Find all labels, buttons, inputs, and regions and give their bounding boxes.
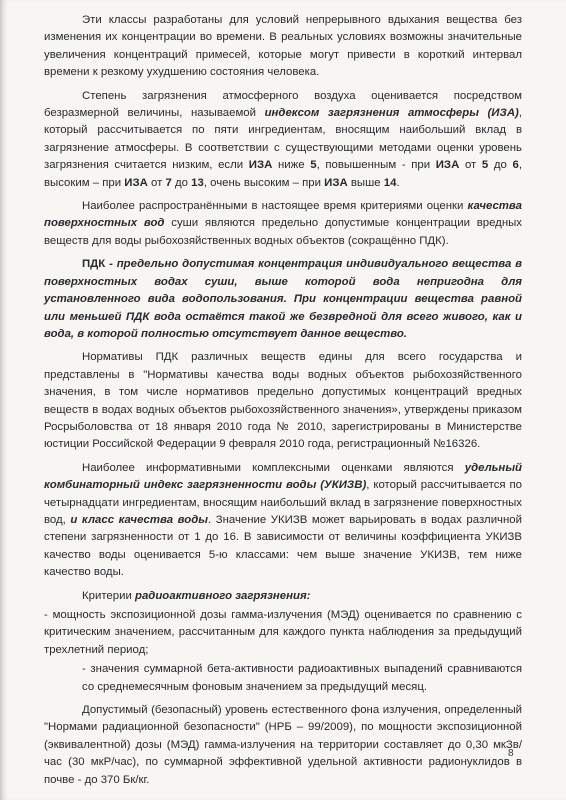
term: ИЗА: [124, 176, 148, 189]
term-quality-class: и класс качества воды: [70, 513, 208, 526]
value: 7: [165, 176, 172, 189]
value: 5: [310, 159, 317, 172]
text: , который рассчитывается по пяти ингредиентам, вносящим наибольший вклад в загрязнение атмосферы. В соответствии с существующими методами оценки уровень загрязнения считается низким, если: [44, 107, 523, 172]
paragraph-surface-water: [44, 198, 522, 250]
text: ниже: [272, 159, 311, 172]
text: до: [171, 176, 192, 189]
text: от: [147, 176, 166, 189]
term-pdk: ПДК: [82, 258, 106, 271]
term-iza: индексом загрязнения атмосферы (ИЗА): [264, 107, 519, 120]
paragraph-pdk-norms: Нормативы ПДК различных веществ едины для всего государства и представлены в "Нормативы качества воды водных объектов рыбохозяйственного значения, в том числе нормативов предельно допустимых концентраций вредных веществ в водах водных объектов рыбохозяйственного значения», утверждены приказом Росрыболовства от 18 января 2010 года № 2010, зарегистрированы в Министерстве юстиции Российской Федерации 9 февраля 2010 года, регистрационный №16326.: [44, 351, 522, 451]
text: Наиболее информативными комплексными оценками являются: [82, 461, 465, 474]
term: ИЗА: [435, 159, 460, 172]
text: . Значение УКИЗВ может варьировать в водах различной степени загрязненности от 1 до 16. В зависимости от величины коэффициента УКИЗВ качество воды оценивается 5-ю классами: чем выше значение УКИЗВ, тем ниже качество воды.: [44, 513, 522, 579]
paragraph-radio-criteria: [44, 588, 522, 605]
text: выше: [347, 176, 384, 189]
value: 13: [191, 176, 204, 189]
definition-pdk: - предельно допустимая концентрация индивидуального вещества в поверхностных водах суши, выше которой вода непригодна для установленного вида водопользования. При концентрации вещества равной или меньшей ПДК вода остаётся такой же безвредной для всего живого, как и вода, в которой полностью отсутствует данное вещество.: [44, 258, 522, 340]
list-item-med: - мощность экспозиционной дозы гамма-излучения (МЭД) оценивается по сравнению с критическим значением, рассчитанным для каждого пункта наблюдения за предыдущий трехлетний период;: [44, 609, 522, 656]
term: ИЗА: [248, 159, 273, 172]
text: , высоким – при: [44, 159, 523, 189]
paragraph-iza: [44, 88, 522, 192]
paragraph-classes: Эти классы разработаны для условий непрерывного вдыхания вещества без изменения их концентрации во времени. В реальных условиях возможны значительные увеличения концентраций примесей, которые могут привести в короткий интервал времени к резкому ухудшению состояния человека.: [44, 14, 522, 79]
list-item-beta: - значения суммарной бета-активности радиоактивных выпадений сравниваются со среднемесячным фоновым значением за предыдущий месяц.: [82, 663, 522, 693]
page-body: [44, 12, 522, 791]
text: Критерии: [82, 589, 135, 602]
text: Наиболее распространёнными в настоящее время критериями оценки: [82, 200, 468, 213]
text: , который рассчитывается по четырнадцати ингредиентам, вносящим наибольший вклад в загрязнение поверхностных вод,: [44, 479, 522, 526]
paragraph-pdk-definition: [44, 256, 522, 343]
term-water-quality: качества поверхностных вод: [44, 200, 522, 230]
text: .: [396, 176, 400, 189]
text: суши являются предельно допустимые концентрации вредных веществ для воды рыбохозяйственных водных объектов (сокращённо ПДК).: [44, 217, 523, 247]
value: 5: [481, 159, 489, 172]
text: от: [459, 159, 482, 172]
paragraph-radiation-norms: Допустимый (безопасный) уровень естественного фона излучения, определенный "Нормами радиационной безопасности" (НРБ – 99/2009), по мощности экспозиционной (эквивалентной) дозы (МЭД) гамма-излучения на территории составляет до 0,30 мкЗв/час (30 мкР/час), по суммарной эффективной удельной активности радионуклидов в почве - до 370 Бк/кг.: [44, 704, 522, 786]
text: , повышенным - при: [316, 159, 436, 172]
page-number: 8: [508, 748, 514, 759]
value: 6: [512, 159, 519, 172]
term: ИЗА: [324, 176, 348, 189]
text: до: [488, 159, 513, 172]
term-radioactive: радиоактивного загрязнения:: [134, 589, 311, 602]
text: Степень загрязнения атмосферного воздуха оценивается посредством безразмерной величины, называемой: [44, 89, 522, 120]
text: , очень высоким – при: [203, 176, 325, 189]
paragraph-ukizv: [44, 460, 522, 582]
term-ukizv: удельный комбинаторный индекс загрязненности воды (УКИЗВ): [44, 461, 522, 492]
value: 14: [383, 176, 397, 189]
